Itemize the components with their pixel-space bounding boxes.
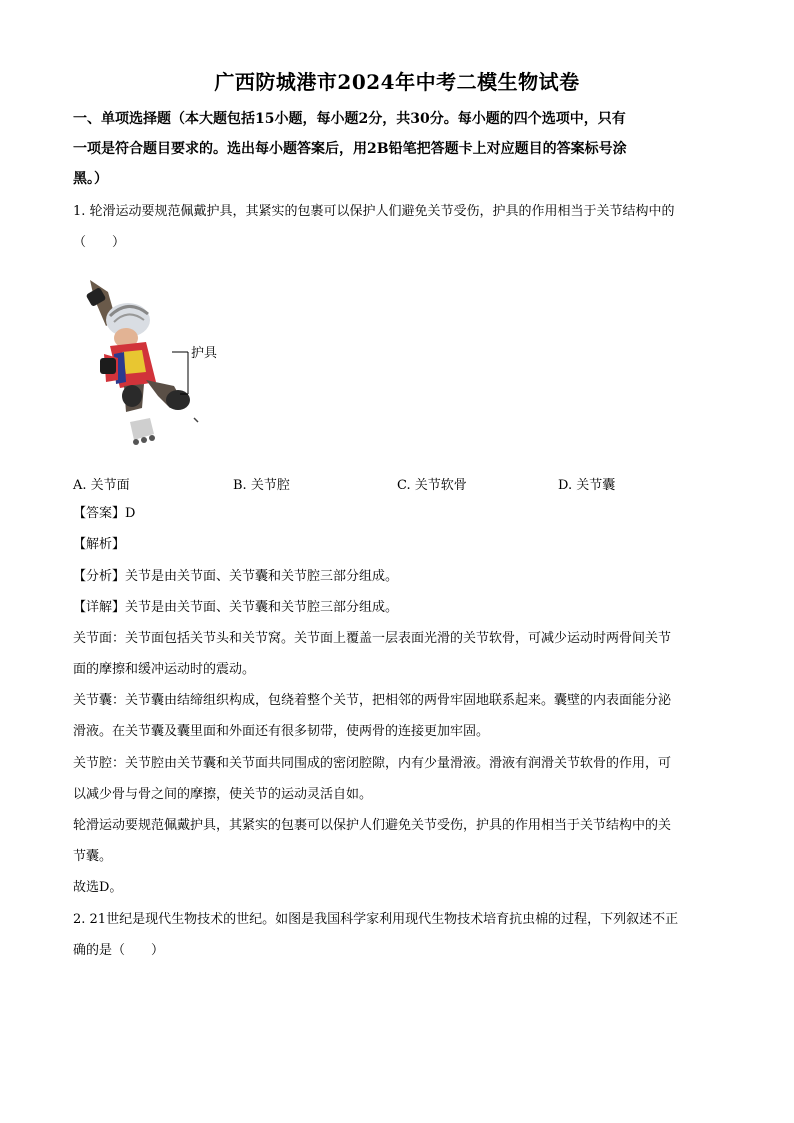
q2-stem-line-2: 确的是（ ） (73, 943, 165, 958)
analysis-line: 故选D。 (73, 880, 123, 895)
analysis-line: 以减少骨与骨之间的摩擦，使关节的运动灵活自如。 (73, 787, 373, 802)
skater-illustration (80, 272, 230, 457)
q1-stem-line-2: （ ） (73, 235, 126, 250)
analysis-line: 面的摩擦和缓冲运动时的震动。 (73, 662, 256, 677)
analysis-line: 轮滑运动要规范佩戴护具，其紧实的包裹可以保护人们避免关节受伤，护具的作用相当于关节结构中的关 (73, 818, 672, 833)
q1-answer: 【答案】D (73, 506, 136, 521)
section-heading-line-3: 黑。） (73, 171, 108, 187)
q1-option-b: B. 关节腔 (233, 478, 290, 493)
skater-figure (80, 272, 230, 457)
analysis-line: 滑液。在关节囊及囊里面和外面还有很多韧带，使两骨的连接更加牢固。 (73, 724, 490, 739)
page-title: 广西防城港市2024年中考二模生物试卷 (214, 70, 580, 94)
analysis-line: 节囊。 (73, 849, 113, 864)
section-heading-line-2: 一项是符合题目要求的。选出每小题答案后，用2B铅笔把答题卡上对应题目的答案标号涂 (73, 141, 627, 157)
analysis-line: 【详解】关节是由关节面、关节囊和关节腔三部分组成。 (73, 600, 399, 615)
q1-option-d: D. 关节囊 (558, 478, 616, 493)
analysis-line: 关节面：关节面包括关节头和关节窝。关节面上覆盖一层表面光滑的关节软骨，可减少运动时两骨间关节 (73, 631, 672, 646)
q1-option-a: A. 关节面 (73, 478, 130, 493)
analysis-line: 【分析】关节是由关节面、关节囊和关节腔三部分组成。 (73, 569, 399, 584)
q1-option-c: C. 关节软骨 (397, 478, 467, 493)
figure-label: 护具 (191, 346, 218, 361)
q1-analysis-label: 【解析】 (73, 537, 126, 552)
q1-stem-line-1: 1. 轮滑运动要规范佩戴护具，其紧实的包裹可以保护人们避免关节受伤，护具的作用相当于关节结构中的 (73, 204, 675, 219)
section-heading-line-1: 一、单项选择题（本大题包括15小题，每小题2分，共30分。每小题的四个选项中，只有 (73, 111, 626, 127)
analysis-line: 关节囊：关节囊由结缔组织构成，包绕着整个关节，把相邻的两骨牢固地联系起来。囊壁的内表面能分泌 (73, 693, 672, 708)
analysis-line: 关节腔：关节腔由关节囊和关节面共同围成的密闭腔隙，内有少量滑液。滑液有润滑关节软骨的作用，可 (73, 756, 672, 771)
q2-stem-line-1: 2. 21世纪是现代生物技术的世纪。如图是我国科学家利用现代生物技术培育抗虫棉的过程，下列叙述不正 (73, 912, 679, 927)
